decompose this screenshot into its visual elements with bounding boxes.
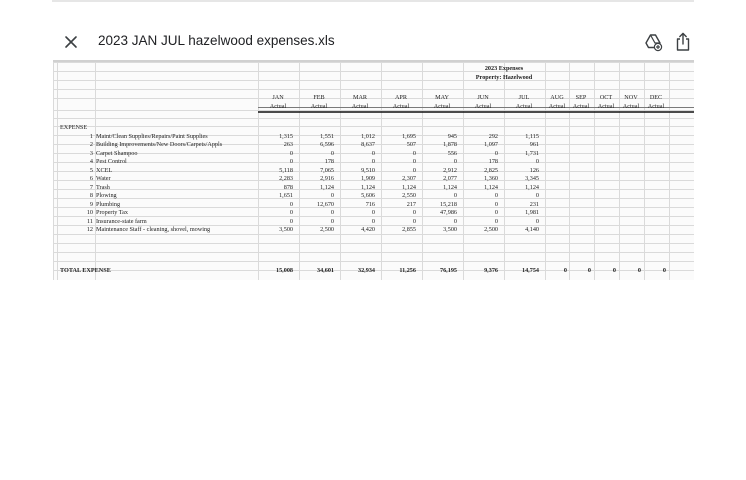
sheet-title: 2023 Expenses	[484, 65, 524, 72]
month-subheader: Actual	[474, 103, 492, 110]
row-description: Water	[96, 175, 111, 183]
month-subheader: Actual	[572, 103, 590, 110]
row-value: 0	[371, 217, 375, 225]
row-description: Plumbing	[96, 200, 121, 208]
month-header: MAY	[435, 94, 449, 101]
month-header: MAR	[352, 94, 368, 101]
row-value: 4,420	[361, 225, 375, 233]
row-number: 6	[89, 175, 93, 183]
total-value: 32,934	[357, 267, 375, 274]
add-to-drive-button[interactable]	[643, 32, 663, 52]
row-value: 0	[494, 149, 498, 157]
total-value: 9,376	[484, 267, 498, 274]
row-value: 1,124	[402, 183, 416, 191]
month-header: JUN	[477, 94, 489, 101]
row-value: 0	[494, 192, 498, 200]
month-header: DEC	[649, 94, 663, 101]
row-value: 7,065	[320, 166, 334, 174]
add-to-drive-icon	[643, 32, 663, 52]
row-value: 1,012	[361, 133, 375, 140]
row-value: 0	[535, 158, 539, 166]
row-value: 1,124	[484, 183, 498, 191]
row-value: 5,606	[361, 192, 375, 200]
row-number: 10	[86, 209, 93, 217]
row-value: 292	[488, 133, 498, 140]
month-header: JUL	[518, 94, 530, 101]
row-value: 1,124	[320, 183, 334, 191]
row-number: 2	[89, 141, 93, 149]
row-value: 0	[412, 166, 416, 174]
row-value: 2,283	[279, 175, 293, 183]
total-value: 14,754	[521, 267, 539, 274]
row-value: 1,695	[402, 133, 416, 140]
row-value: 0	[289, 200, 293, 208]
row-value: 0	[330, 209, 334, 217]
row-value: 556	[447, 149, 457, 157]
total-value: 76,195	[439, 267, 457, 274]
row-number: 11	[87, 217, 93, 225]
row-description: Building Improvements/New Doors/Carpets/Appls	[96, 141, 223, 149]
row-value: 0	[330, 192, 334, 200]
row-description: XCEL	[96, 166, 113, 174]
row-value: 2,912	[443, 166, 457, 174]
month-subheader: Actual	[269, 103, 287, 110]
month-header: FEB	[313, 94, 325, 101]
row-value: 945	[447, 133, 457, 140]
row-value: 4,140	[525, 225, 539, 233]
month-subheader: Actual	[622, 103, 640, 110]
row-number: 1	[89, 133, 93, 140]
total-label: TOTAL EXPENSE	[60, 267, 111, 274]
row-value: 1,878	[443, 141, 457, 149]
month-header: JAN	[272, 94, 284, 101]
row-value: 0	[535, 217, 539, 225]
row-value: 0	[330, 217, 334, 225]
total-value: 11,256	[399, 267, 416, 274]
row-value: 2,916	[320, 175, 334, 183]
share-icon	[673, 31, 693, 53]
total-value: 0	[612, 267, 616, 274]
month-header: SEP	[575, 94, 587, 101]
top-divider	[52, 0, 694, 2]
close-icon	[61, 32, 81, 52]
row-value: 2,077	[443, 175, 457, 183]
row-number: 4	[89, 158, 93, 166]
row-description: Pest Control	[96, 158, 127, 166]
row-value: 1,981	[525, 209, 539, 217]
row-value: 1,360	[484, 175, 498, 183]
row-description: Property Tax	[96, 209, 128, 217]
row-number: 12	[86, 225, 93, 233]
row-value: 716	[365, 200, 375, 208]
row-number: 3	[89, 149, 93, 157]
row-value: 0	[371, 149, 375, 157]
row-description: Carpet Shampoo	[96, 149, 138, 157]
row-value: 507	[406, 141, 416, 149]
row-value: 0	[494, 217, 498, 225]
month-header: APR	[394, 94, 408, 101]
row-description: Insurance-state farm	[96, 217, 147, 225]
row-value: 0	[371, 158, 375, 166]
row-value: 878	[283, 183, 293, 191]
row-value: 1,115	[525, 133, 539, 140]
row-value: 0	[412, 209, 416, 217]
row-value: 0	[494, 200, 498, 208]
row-value: 6,596	[320, 141, 334, 149]
row-number: 5	[89, 166, 93, 174]
close-button[interactable]	[61, 32, 81, 52]
row-value: 0	[453, 158, 457, 166]
row-value: 12,670	[316, 200, 334, 208]
row-value: 231	[529, 200, 539, 208]
row-value: 1,551	[320, 133, 334, 140]
total-value: 0	[637, 267, 641, 274]
row-value: 178	[324, 158, 334, 166]
row-value: 5,118	[279, 166, 293, 174]
row-value: 0	[453, 217, 457, 225]
month-subheader: Actual	[647, 103, 665, 110]
month-subheader: Actual	[433, 103, 451, 110]
row-value: 0	[412, 217, 416, 225]
month-subheader: Actual	[597, 103, 615, 110]
row-value: 2,500	[320, 225, 334, 233]
row-value: 3,345	[525, 175, 539, 183]
total-value: 0	[587, 267, 591, 274]
row-value: 3,500	[443, 225, 457, 233]
row-value: 1,124	[361, 183, 375, 191]
row-number: 8	[89, 192, 93, 200]
row-value: 2,855	[402, 225, 416, 233]
row-value: 8,637	[361, 141, 375, 149]
share-button[interactable]	[673, 31, 693, 53]
month-header: NOV	[624, 94, 638, 101]
row-value: 0	[289, 217, 293, 225]
row-value: 1,124	[525, 183, 539, 191]
sheet-property: Property: Hazelwood	[475, 74, 533, 81]
total-value: 0	[563, 267, 567, 274]
row-value: 3,500	[279, 225, 293, 233]
row-value: 2,307	[402, 175, 416, 183]
month-subheader: Actual	[515, 103, 533, 110]
row-value: 0	[412, 158, 416, 166]
row-value: 1,315	[279, 133, 293, 140]
row-value: 15,218	[439, 200, 457, 208]
spreadsheet-image	[53, 60, 694, 280]
row-value: 0	[289, 209, 293, 217]
month-header: OCT	[599, 94, 613, 101]
row-value: 178	[488, 158, 498, 166]
viewer-toolbar	[0, 24, 746, 60]
month-subheader: Actual	[310, 103, 328, 110]
row-value: 0	[371, 209, 375, 217]
row-value: 0	[453, 192, 457, 200]
row-description: Plowing	[96, 192, 117, 200]
row-value: 961	[529, 141, 539, 149]
month-subheader: Actual	[351, 103, 369, 110]
row-value: 126	[529, 166, 539, 174]
section-label: EXPENSE	[60, 124, 88, 131]
month-subheader: Actual	[392, 103, 410, 110]
row-value: 1,651	[279, 192, 293, 200]
row-value: 9,510	[361, 166, 375, 174]
row-value: 263	[283, 141, 293, 149]
total-value: 0	[662, 267, 666, 274]
row-description: Maint/Clean Supplies/Repairs/Paint Supplies	[96, 133, 208, 140]
row-value: 217	[406, 200, 416, 208]
row-value: 0	[330, 149, 334, 157]
row-value: 2,825	[484, 166, 498, 174]
row-value: 47,986	[439, 209, 457, 217]
row-value: 0	[535, 192, 539, 200]
row-description: Trash	[96, 183, 110, 191]
row-value: 1,909	[361, 175, 375, 183]
row-value: 0	[494, 209, 498, 217]
file-title: 2023 JAN JUL hazelwood expenses.xls	[98, 33, 335, 48]
row-value: 2,550	[402, 192, 416, 200]
month-subheader: Actual	[548, 103, 566, 110]
month-header: AUG	[550, 94, 564, 101]
row-value: 1,124	[443, 183, 457, 191]
row-number: 7	[89, 183, 93, 191]
row-value: 1,731	[525, 149, 539, 157]
total-value: 15,008	[275, 267, 293, 274]
row-value: 0	[412, 149, 416, 157]
row-value: 0	[289, 158, 293, 166]
row-description: Maintenance Staff - cleaning, shovel, mowing	[96, 225, 211, 233]
row-number: 9	[89, 200, 93, 208]
total-value: 34,601	[316, 267, 334, 274]
row-value: 2,500	[484, 225, 498, 233]
row-value: 1,097	[484, 141, 498, 149]
row-value: 0	[289, 149, 293, 157]
